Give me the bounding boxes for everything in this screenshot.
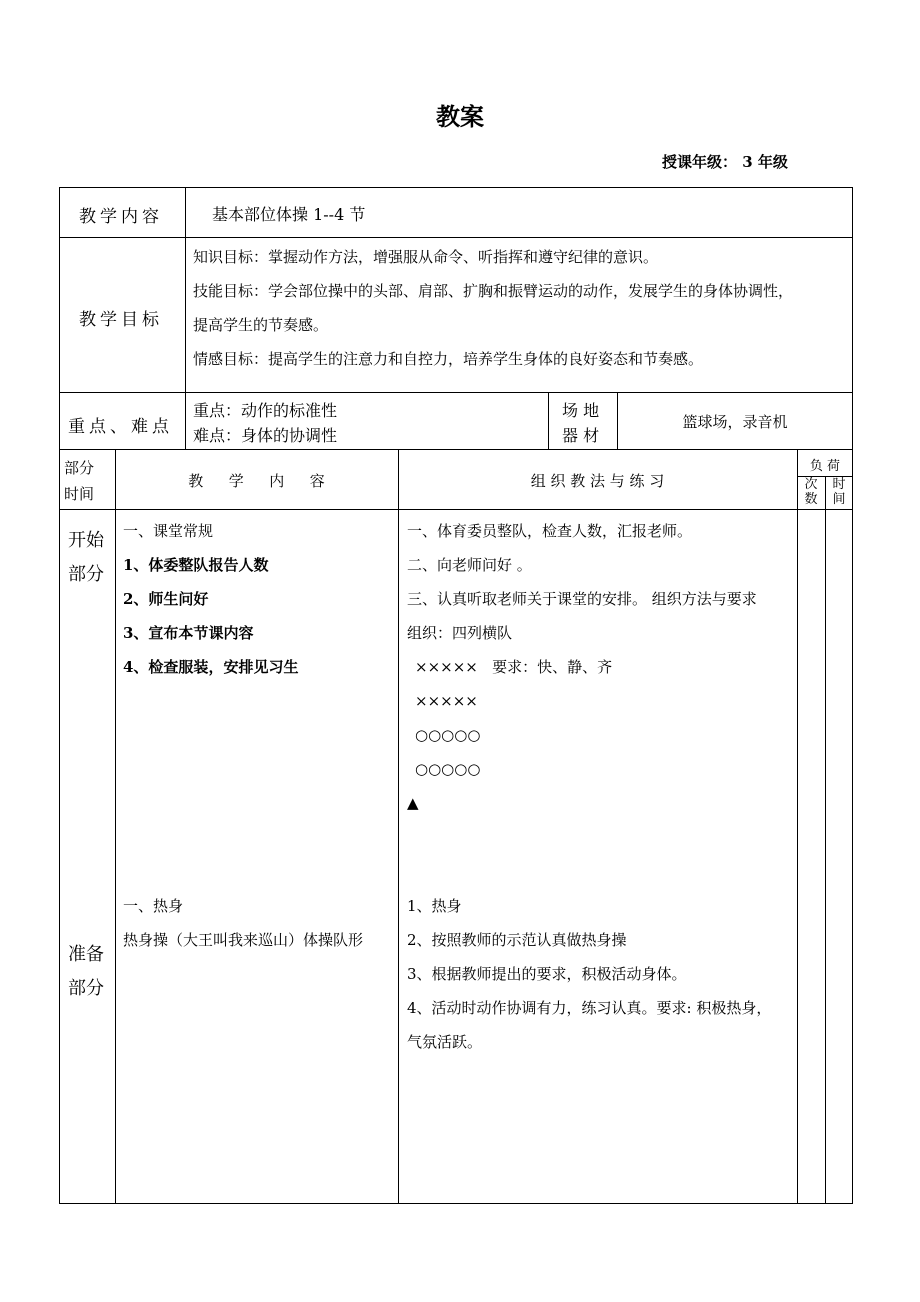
list-item: 气氛活跃。: [407, 1033, 483, 1051]
venue-label: [562, 398, 599, 448]
times-header-line-2: 数: [804, 492, 818, 507]
start-section-method: [407, 514, 795, 820]
skill-goal-line-2: 提高学生的节奏感。: [193, 316, 329, 334]
prep-section-label: [68, 938, 104, 1006]
list-item: 4、检查服装，安排见习生: [123, 658, 299, 676]
duration-header-line-2: 间: [832, 492, 846, 507]
content-header: 教 学 内 容: [188, 472, 325, 490]
formation-row-4: ○○○○○: [415, 760, 481, 778]
list-item: 热身操（大王叫我来巡山）体操队形: [123, 931, 364, 949]
venue-label-line-1: 场 地: [562, 401, 600, 420]
duration-header-line-1: 时: [832, 477, 846, 492]
key-points-text: [193, 398, 337, 448]
part-header: 部分: [64, 459, 95, 477]
formation-row-3: ○○○○○: [415, 726, 481, 744]
list-item: 1、体委整队报告人数: [123, 556, 269, 574]
teaching-content-value: 基本部位体操 1--4 节: [212, 205, 366, 224]
key-points-label: 重点、难点: [68, 417, 173, 437]
list-item: 二、向老师问好 。: [407, 556, 532, 574]
list-item: 4、活动时动作协调有力，练习认真。要求: 积极热身，: [407, 999, 772, 1017]
list-item: 3、根据教师提出的要求，积极活动身体。: [407, 965, 687, 983]
prep-section-method: [407, 889, 795, 1059]
list-item: 2、按照教师的示范认真做热身操: [407, 931, 627, 949]
grade-label: 授课年级：: [662, 153, 738, 171]
formation-crosses: ×××××: [415, 658, 478, 676]
start-section-label-line-2: 部分: [68, 564, 104, 585]
time-header: 时间: [64, 485, 95, 503]
list-item: 组织：四列横队: [407, 624, 513, 642]
start-section-label-line-1: 开始: [68, 530, 104, 551]
list-item: 一、热身: [123, 897, 184, 915]
start-section-content: [123, 514, 298, 684]
page-title: 教案: [436, 102, 484, 131]
list-item: 一、体育委员整队，检查人数，汇报老师。: [407, 522, 693, 540]
list-item: 三、认真听取老师关于课堂的安排。 组织方法与要求: [407, 590, 757, 608]
start-section-label: [68, 524, 104, 592]
list-item: 3、宣布本节课内容: [123, 624, 254, 642]
formation-row-2: ×××××: [415, 692, 478, 710]
skill-goal-line-1: 技能目标：学会部位操中的头部、肩部、扩胸和振臂运动的动作，发展学生的身体协调性，: [193, 282, 794, 300]
times-header-line-1: 次: [804, 477, 818, 492]
teaching-content-label: 教学内容: [79, 207, 163, 227]
emotion-goal: 情感目标：提高学生的注意力和自控力，培养学生身体的良好姿态和节奏感。: [193, 350, 704, 368]
grade-value: 3 年级: [742, 153, 788, 171]
difficult-point: 难点：身体的协调性: [193, 426, 338, 445]
list-item: 2、师生问好: [123, 590, 209, 608]
prep-section-content: [123, 889, 363, 957]
times-header: [797, 477, 825, 507]
duration-header: [825, 477, 853, 507]
load-header: 负 荷: [809, 459, 841, 474]
prep-section-label-line-1: 准备: [68, 944, 104, 965]
formation-requirement: 要求：快、静、齐: [492, 658, 613, 676]
teaching-goals-text: [193, 240, 848, 376]
venue-label-line-2: 器 材: [562, 426, 600, 445]
venue-value: 篮球场，录音机: [682, 413, 788, 431]
grade-line: [662, 151, 788, 172]
knowledge-goal: 知识目标：掌握动作方法，增强服从命令、听指挥和遵守纪律的意识。: [193, 248, 659, 266]
prep-section-label-line-2: 部分: [68, 978, 104, 999]
teaching-goals-label: 教学目标: [79, 310, 163, 330]
formation-row-1: [407, 650, 795, 684]
method-header: 组 织 教 法 与 练 习: [530, 472, 665, 490]
part-time-header: [64, 455, 94, 507]
list-item: 一、课堂常规: [123, 522, 214, 540]
key-point: 重点：动作的标准性: [193, 401, 338, 420]
list-item: 1、热身: [407, 897, 462, 915]
teacher-marker: ▲: [407, 794, 419, 812]
